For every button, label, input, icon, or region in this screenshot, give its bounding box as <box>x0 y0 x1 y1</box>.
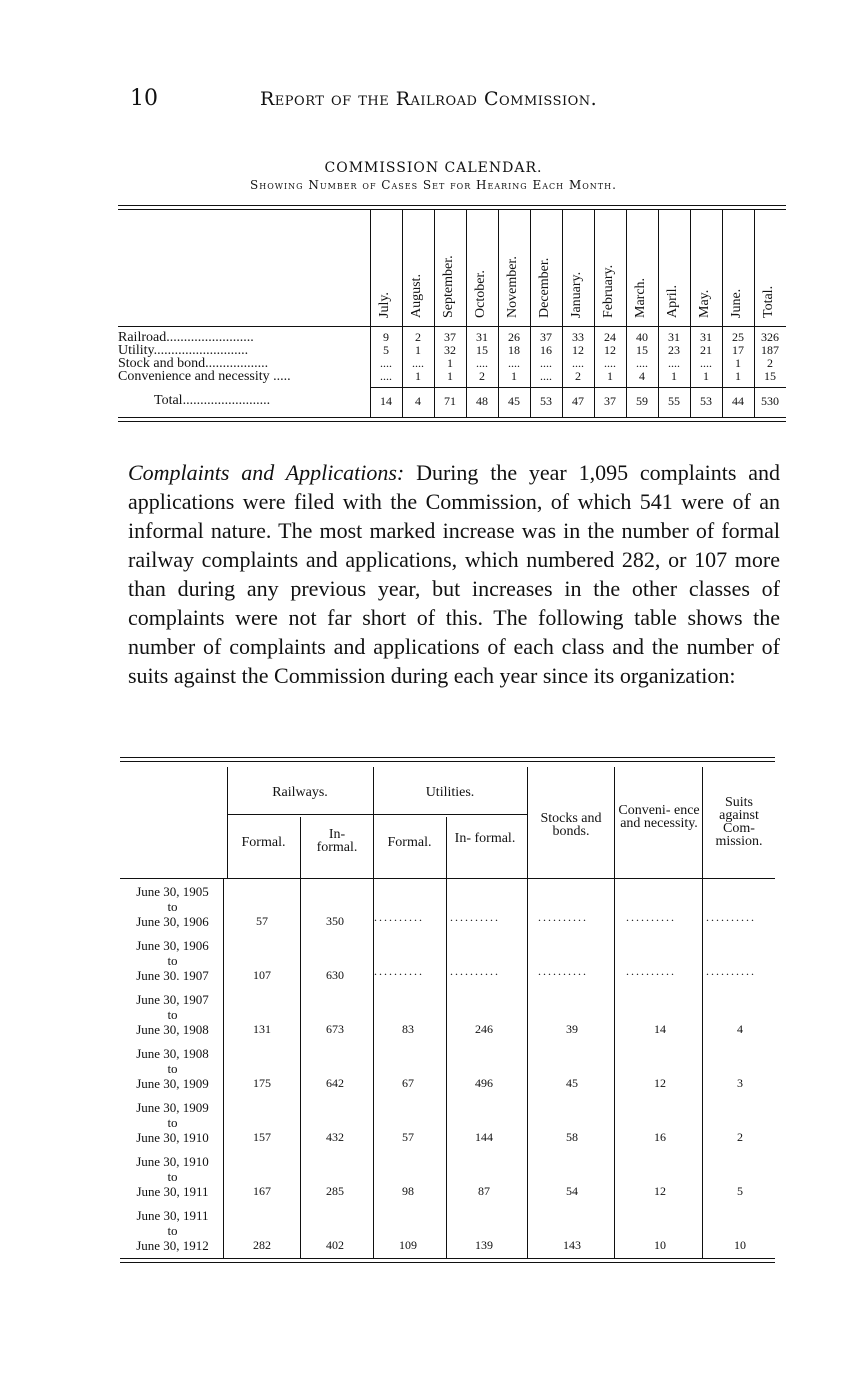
calendar-cell: .... <box>508 356 520 370</box>
period-to-word: to <box>167 953 178 968</box>
period-from: June 30, 1908 <box>136 1046 209 1061</box>
calendar-cell: 1 <box>447 369 453 383</box>
calendar-total-cell: 14 <box>380 394 392 408</box>
calendar-month-header <box>498 210 531 326</box>
table-cell: 83 <box>402 1022 414 1036</box>
calendar-title: COMMISSION CALENDAR. <box>324 160 543 176</box>
calendar-total-cell: 37 <box>604 394 616 408</box>
empty-cell-dots: .......... <box>450 964 500 978</box>
table-bottom-rule <box>118 417 786 422</box>
period-from: June 30, 1910 <box>136 1154 209 1169</box>
calendar-month-header <box>370 210 403 326</box>
table-cell: 2 <box>737 1130 743 1144</box>
table-cell: 350 <box>326 914 344 928</box>
calendar-month-label: January. <box>569 271 584 318</box>
table-cell: 12 <box>654 1184 666 1198</box>
period-label <box>120 992 225 1037</box>
total-rule <box>370 387 786 388</box>
period-to: June 30, 1906 <box>136 914 209 929</box>
table-cell: 57 <box>256 914 268 928</box>
header-utilities: Utilities. <box>425 785 475 800</box>
calendar-cell: 2 <box>767 356 773 370</box>
header-railways-informal: In- formal. <box>316 827 358 855</box>
calendar-month-header <box>402 210 435 326</box>
period-to-word: to <box>167 899 178 914</box>
empty-cell-dots: .......... <box>706 910 756 924</box>
calendar-header-row <box>118 210 786 327</box>
empty-cell-dots: .......... <box>374 910 424 924</box>
period-from: June 30, 1911 <box>136 1208 209 1223</box>
calendar-cell: 31 <box>668 330 680 344</box>
calendar-cell: 15 <box>764 369 776 383</box>
running-head: Report of the Railroad Commission. <box>260 88 598 110</box>
period-from: June 30, 1909 <box>136 1100 209 1115</box>
calendar-cell: .... <box>668 356 680 370</box>
period-to-word: to <box>167 1007 178 1022</box>
calendar-month-label: June. <box>729 288 744 318</box>
header-convenience: Conveni- ence and necessity. <box>618 803 700 831</box>
table-cell: 67 <box>402 1076 414 1090</box>
calendar-cell: 12 <box>604 343 616 357</box>
calendar-cell: 25 <box>732 330 744 344</box>
calendar-month-header <box>690 210 723 326</box>
calendar-total-cell: 530 <box>761 394 779 408</box>
calendar-total-cell: 59 <box>636 394 648 408</box>
empty-cell-dots: .......... <box>374 964 424 978</box>
table-cell: 285 <box>326 1184 344 1198</box>
period-to: June 30, 1908 <box>136 1022 209 1037</box>
calendar-month-label: March. <box>633 277 648 318</box>
complaints-header <box>120 762 775 878</box>
row-label-stock-bond: Stock and bond.................. <box>118 356 269 371</box>
calendar-cell: 2 <box>575 369 581 383</box>
calendar-cell: 31 <box>700 330 712 344</box>
row-label-total: Total......................... <box>154 393 271 408</box>
calendar-cell: 4 <box>639 369 645 383</box>
period-label <box>120 1154 225 1199</box>
calendar-cell: .... <box>380 356 392 370</box>
table-cell: 57 <box>402 1130 414 1144</box>
calendar-month-header <box>754 210 787 326</box>
table-cell: 167 <box>253 1184 271 1198</box>
calendar-cell: 1 <box>703 369 709 383</box>
table-cell: 642 <box>326 1076 344 1090</box>
calendar-month-header <box>562 210 595 326</box>
period-from: June 30, 1907 <box>136 992 209 1007</box>
calendar-cell: 12 <box>572 343 584 357</box>
calendar-month-label: August. <box>409 274 424 318</box>
table-cell: 58 <box>566 1130 578 1144</box>
calendar-cell: 26 <box>508 330 520 344</box>
complaints-table <box>120 757 775 1263</box>
calendar-total-cell: 55 <box>668 394 680 408</box>
calendar-cell: .... <box>700 356 712 370</box>
row-label-convenience: Convenience and necessity ..... <box>118 369 291 384</box>
calendar-total-cell: 45 <box>508 394 520 408</box>
calendar-cell: .... <box>380 369 392 383</box>
table-cell: 16 <box>654 1130 666 1144</box>
calendar-cell: .... <box>636 356 648 370</box>
calendar-cell: .... <box>540 369 552 383</box>
calendar-cell: 1 <box>511 369 517 383</box>
table-cell: 144 <box>475 1130 493 1144</box>
calendar-body <box>118 327 786 417</box>
calendar-cell: 31 <box>476 330 488 344</box>
calendar-cell: 326 <box>761 330 779 344</box>
empty-cell-dots: .......... <box>538 964 588 978</box>
calendar-month-label: July. <box>377 292 392 318</box>
table-cell: 282 <box>253 1238 271 1252</box>
table-cell: 143 <box>563 1238 581 1252</box>
empty-cell-dots: .......... <box>626 910 676 924</box>
calendar-month-label: November. <box>505 256 520 318</box>
complaints-bottom-rule <box>120 1258 775 1263</box>
calendar-cell: 37 <box>540 330 552 344</box>
calendar-cell: 18 <box>508 343 520 357</box>
calendar-cell: 1 <box>447 356 453 370</box>
calendar-month-header <box>594 210 627 326</box>
commission-calendar-table <box>118 205 786 422</box>
calendar-total-cell: 47 <box>572 394 584 408</box>
table-cell: 175 <box>253 1076 271 1090</box>
calendar-cell: 33 <box>572 330 584 344</box>
table-cell: 107 <box>253 968 271 982</box>
calendar-cell: 21 <box>700 343 712 357</box>
table-cell: 54 <box>566 1184 578 1198</box>
complaints-paragraph <box>128 458 780 690</box>
table-cell: 432 <box>326 1130 344 1144</box>
empty-cell-dots: .......... <box>450 910 500 924</box>
calendar-cell: 16 <box>540 343 552 357</box>
table-cell: 87 <box>478 1184 490 1198</box>
table-cell: 139 <box>475 1238 493 1252</box>
table-cell: 5 <box>737 1184 743 1198</box>
header-utilities-formal: Formal. <box>387 835 432 850</box>
calendar-cell: 15 <box>476 343 488 357</box>
calendar-cell: 1 <box>607 369 613 383</box>
table-cell: 98 <box>402 1184 414 1198</box>
period-to: June 30. 1907 <box>136 968 209 983</box>
period-to: June 30, 1911 <box>136 1184 209 1199</box>
calendar-month-header <box>722 210 755 326</box>
table-cell: 496 <box>475 1076 493 1090</box>
period-to-word: to <box>167 1169 178 1184</box>
calendar-cell: 1 <box>671 369 677 383</box>
table-cell: 402 <box>326 1238 344 1252</box>
empty-cell-dots: .......... <box>706 964 756 978</box>
calendar-month-header <box>434 210 467 326</box>
table-cell: 131 <box>253 1022 271 1036</box>
period-to-word: to <box>167 1061 178 1076</box>
row-label-utility: Utility........................... <box>118 343 249 358</box>
calendar-cell: 17 <box>732 343 744 357</box>
calendar-month-header <box>626 210 659 326</box>
header-utilities-informal: In- formal. <box>454 831 516 846</box>
table-cell: 39 <box>566 1022 578 1036</box>
calendar-total-cell: 48 <box>476 394 488 408</box>
period-label <box>120 884 225 929</box>
header-railways: Railways. <box>272 785 328 800</box>
table-cell: 109 <box>399 1238 417 1252</box>
header-stocks-bonds: Stocks and bonds. <box>540 811 602 839</box>
calendar-total-cell: 53 <box>540 394 552 408</box>
table-cell: 246 <box>475 1022 493 1036</box>
calendar-cell: 2 <box>479 369 485 383</box>
header-suits: Suits against Com- mission. <box>715 795 763 849</box>
complaints-body <box>120 878 775 1258</box>
calendar-cell: .... <box>604 356 616 370</box>
calendar-month-label: April. <box>665 284 680 318</box>
calendar-cell: 40 <box>636 330 648 344</box>
period-from: June 30, 1905 <box>136 884 209 899</box>
calendar-month-label: February. <box>601 264 616 318</box>
calendar-total-cell: 4 <box>415 394 421 408</box>
calendar-cell: 32 <box>444 343 456 357</box>
calendar-total-cell: 44 <box>732 394 744 408</box>
calendar-cell: 15 <box>636 343 648 357</box>
calendar-cell: 37 <box>444 330 456 344</box>
calendar-cell: .... <box>476 356 488 370</box>
table-cell: 4 <box>737 1022 743 1036</box>
empty-cell-dots: .......... <box>626 964 676 978</box>
calendar-cell: 1 <box>735 356 741 370</box>
calendar-month-label: Total. <box>761 285 776 318</box>
calendar-total-cell: 71 <box>444 394 456 408</box>
header-railways-formal: Formal. <box>241 835 286 850</box>
period-label <box>120 1046 225 1091</box>
calendar-month-header <box>466 210 499 326</box>
calendar-cell: 5 <box>383 343 389 357</box>
period-from: June 30, 1906 <box>136 938 209 953</box>
row-label-railroad: Railroad......................... <box>118 330 254 345</box>
calendar-cell: 1 <box>415 343 421 357</box>
calendar-cell: 1 <box>415 369 421 383</box>
calendar-cell: 9 <box>383 330 389 344</box>
calendar-month-header <box>530 210 563 326</box>
calendar-cell: 187 <box>761 343 779 357</box>
period-label <box>120 1208 225 1253</box>
period-to: June 30, 1912 <box>136 1238 209 1253</box>
calendar-cell: .... <box>540 356 552 370</box>
paragraph-lead: Complaints and Applications: <box>128 460 405 485</box>
table-cell: 12 <box>654 1076 666 1090</box>
period-to-word: to <box>167 1115 178 1130</box>
calendar-total-cell: 53 <box>700 394 712 408</box>
calendar-month-header <box>658 210 691 326</box>
calendar-cell: .... <box>412 356 424 370</box>
calendar-month-label: December. <box>537 257 552 318</box>
empty-cell-dots: .......... <box>538 910 588 924</box>
calendar-month-label: May. <box>697 289 712 318</box>
table-cell: 157 <box>253 1130 271 1144</box>
period-to: June 30, 1910 <box>136 1130 209 1145</box>
calendar-cell: 23 <box>668 343 680 357</box>
table-cell: 3 <box>737 1076 743 1090</box>
table-cell: 630 <box>326 968 344 982</box>
table-cell: 10 <box>734 1238 746 1252</box>
calendar-subtitle: Showing Number of Cases Set for Hearing Each Month. <box>250 178 617 192</box>
calendar-cell: 2 <box>415 330 421 344</box>
period-label <box>120 1100 225 1145</box>
table-cell: 14 <box>654 1022 666 1036</box>
period-to-word: to <box>167 1223 178 1238</box>
period-to: June 30, 1909 <box>136 1076 209 1091</box>
page-number: 10 <box>130 86 158 111</box>
table-cell: 45 <box>566 1076 578 1090</box>
table-cell: 673 <box>326 1022 344 1036</box>
calendar-cell: .... <box>572 356 584 370</box>
calendar-month-label: September. <box>441 255 456 318</box>
period-label <box>120 938 225 983</box>
paragraph-text: During the year 1,095 complaints and applications were filed with the Commission, of which 541 were of an informal nature. The most marked increase was in the number of formal railway complaints and applications, which numbered 282, or 107 more than during any previous year, but increases in the other classes of complaints were not far short of this. The following table shows the number of complaints and applications of each class and the number of suits against the Commission during each year since its organization: <box>128 460 780 688</box>
calendar-cell: 24 <box>604 330 616 344</box>
calendar-month-label: October. <box>473 270 488 318</box>
table-cell: 10 <box>654 1238 666 1252</box>
calendar-cell: 1 <box>735 369 741 383</box>
